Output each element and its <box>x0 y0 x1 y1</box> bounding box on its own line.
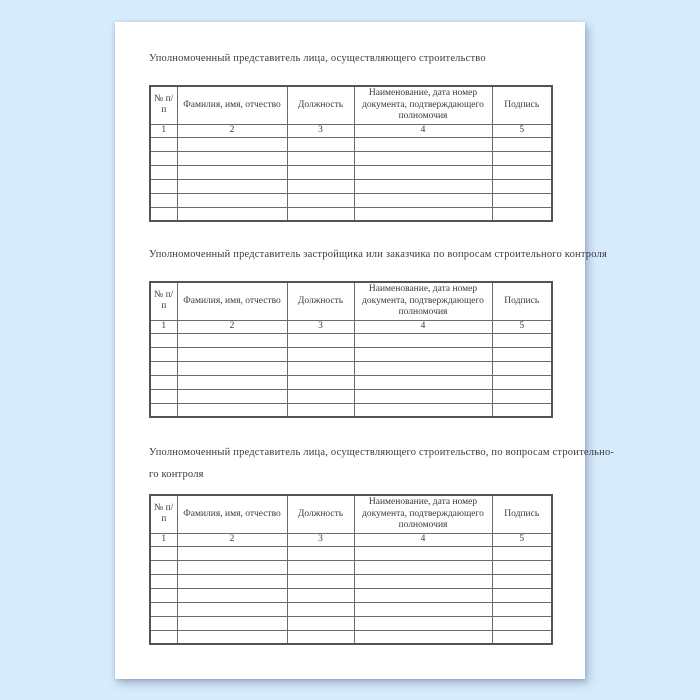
column-number-cell: 5 <box>492 320 552 333</box>
table-cell <box>287 403 354 417</box>
column-number-row <box>150 124 552 137</box>
column-header: Фамилия, имя, отчество <box>177 282 287 320</box>
table-cell <box>354 616 492 630</box>
table-cell <box>177 389 287 403</box>
column-number-cell: 4 <box>354 320 492 333</box>
table-cell <box>354 560 492 574</box>
table-cell <box>150 361 177 375</box>
table-cell <box>492 333 552 347</box>
table-row <box>150 193 552 207</box>
column-header: № п/п <box>150 282 177 320</box>
column-header: Фамилия, имя, отчество <box>177 495 287 533</box>
table-cell <box>354 333 492 347</box>
document-section <box>149 442 615 645</box>
section-heading <box>149 48 550 70</box>
table-cell <box>492 165 552 179</box>
column-number-cell: 2 <box>177 533 287 546</box>
heading-line: го контроля <box>149 469 204 480</box>
table-cell <box>287 333 354 347</box>
table-cell <box>177 179 287 193</box>
table-cell <box>150 389 177 403</box>
table-cell <box>287 137 354 151</box>
table-cell <box>287 347 354 361</box>
table-body <box>150 137 552 221</box>
table-cell <box>287 375 354 389</box>
column-number-cell: 1 <box>150 124 177 137</box>
table-cell <box>287 588 354 602</box>
table-cell <box>354 588 492 602</box>
column-number-cell: 1 <box>150 320 177 333</box>
table-row <box>150 361 552 375</box>
signatories-table <box>149 85 553 222</box>
table-cell <box>287 602 354 616</box>
table-cell <box>177 588 287 602</box>
table-row <box>150 560 552 574</box>
table-cell <box>150 630 177 644</box>
document-page <box>115 22 615 679</box>
table-cell <box>150 193 177 207</box>
table-cell <box>492 403 552 417</box>
table-cell <box>150 375 177 389</box>
table-cell <box>354 165 492 179</box>
table-cell <box>354 207 492 221</box>
document-section <box>149 48 550 222</box>
table-row <box>150 137 552 151</box>
section-heading <box>149 244 607 266</box>
column-header: Подпись <box>492 495 552 533</box>
column-number-row <box>150 320 552 333</box>
table-cell <box>150 179 177 193</box>
table-cell <box>354 602 492 616</box>
table-cell <box>354 137 492 151</box>
table-cell <box>354 179 492 193</box>
column-header: № п/п <box>150 86 177 124</box>
table-cell <box>177 361 287 375</box>
table-cell <box>492 560 552 574</box>
column-header: Наименование, дата номер документа, подтверждающего полномочия <box>354 282 492 320</box>
table-row <box>150 375 552 389</box>
table-cell <box>287 179 354 193</box>
table-cell <box>492 179 552 193</box>
table-cell <box>177 193 287 207</box>
table-cell <box>287 207 354 221</box>
table-cell <box>177 616 287 630</box>
column-header: Должность <box>287 495 354 533</box>
table-cell <box>177 630 287 644</box>
column-header: № п/п <box>150 495 177 533</box>
table-cell <box>150 137 177 151</box>
table-row <box>150 207 552 221</box>
table-cell <box>354 151 492 165</box>
section-heading <box>149 442 615 486</box>
table-cell <box>177 137 287 151</box>
table-cell <box>177 165 287 179</box>
table-row <box>150 403 552 417</box>
table-row <box>150 546 552 560</box>
table-row <box>150 151 552 165</box>
table-cell <box>287 151 354 165</box>
table-cell <box>177 574 287 588</box>
table-cell <box>150 616 177 630</box>
table-cell <box>492 616 552 630</box>
column-number-cell: 2 <box>177 320 287 333</box>
table-cell <box>287 630 354 644</box>
table-cell <box>354 361 492 375</box>
table-row <box>150 165 552 179</box>
table-cell <box>492 193 552 207</box>
table-row <box>150 630 552 644</box>
table-cell <box>150 574 177 588</box>
table-cell <box>287 560 354 574</box>
column-header: Наименование, дата номер документа, подтверждающего полномочия <box>354 495 492 533</box>
document-section <box>149 244 607 418</box>
table-cell <box>150 347 177 361</box>
table-cell <box>492 630 552 644</box>
signatories-table <box>149 494 553 645</box>
column-header: Наименование, дата номер документа, подтверждающего полномочия <box>354 86 492 124</box>
column-number-cell: 3 <box>287 124 354 137</box>
table-row <box>150 616 552 630</box>
table-cell <box>354 375 492 389</box>
table-row <box>150 333 552 347</box>
table-cell <box>287 193 354 207</box>
table-cell <box>354 193 492 207</box>
table-cell <box>177 602 287 616</box>
table-cell <box>150 560 177 574</box>
table-cell <box>287 616 354 630</box>
table-cell <box>177 546 287 560</box>
table-body <box>150 333 552 417</box>
heading-line: Уполномоченный представитель лица, осуществляющего строительство, по вопросам строительно- <box>149 447 615 458</box>
table-cell <box>177 151 287 165</box>
header-row <box>150 495 552 533</box>
table-cell <box>177 560 287 574</box>
column-number-cell: 4 <box>354 533 492 546</box>
table-cell <box>492 151 552 165</box>
column-header: Фамилия, имя, отчество <box>177 86 287 124</box>
table-cell <box>150 165 177 179</box>
table-cell <box>492 574 552 588</box>
table-cell <box>150 403 177 417</box>
table-cell <box>287 389 354 403</box>
header-row <box>150 282 552 320</box>
table-cell <box>287 165 354 179</box>
table-cell <box>177 207 287 221</box>
column-number-row <box>150 533 552 546</box>
table-row <box>150 389 552 403</box>
table-cell <box>150 602 177 616</box>
column-number-cell: 1 <box>150 533 177 546</box>
table-row <box>150 588 552 602</box>
table-cell <box>492 602 552 616</box>
table-cell <box>492 375 552 389</box>
column-header: Подпись <box>492 282 552 320</box>
table-row <box>150 602 552 616</box>
column-number-cell: 5 <box>492 533 552 546</box>
column-number-cell: 4 <box>354 124 492 137</box>
table-cell <box>150 546 177 560</box>
heading-line: Уполномоченный представитель лица, осуществляющего строительство <box>149 53 486 64</box>
column-header: Подпись <box>492 86 552 124</box>
table-cell <box>354 347 492 361</box>
table-cell <box>287 546 354 560</box>
column-number-cell: 5 <box>492 124 552 137</box>
table-cell <box>492 546 552 560</box>
column-number-cell: 3 <box>287 533 354 546</box>
table-cell <box>492 137 552 151</box>
table-cell <box>492 361 552 375</box>
signatories-table <box>149 281 553 418</box>
column-number-cell: 2 <box>177 124 287 137</box>
table-row <box>150 574 552 588</box>
table-row <box>150 179 552 193</box>
column-header: Должность <box>287 86 354 124</box>
table-cell <box>354 546 492 560</box>
table-cell <box>177 375 287 389</box>
table-cell <box>492 347 552 361</box>
table-cell <box>354 403 492 417</box>
table-cell <box>287 574 354 588</box>
table-body <box>150 546 552 644</box>
table-cell <box>354 574 492 588</box>
table-cell <box>177 333 287 347</box>
table-row <box>150 347 552 361</box>
header-row <box>150 86 552 124</box>
table-cell <box>354 389 492 403</box>
heading-line: Уполномоченный представитель застройщика или заказчика по вопросам строительного контроля <box>149 249 607 260</box>
table-cell <box>492 207 552 221</box>
table-cell <box>354 630 492 644</box>
column-number-cell: 3 <box>287 320 354 333</box>
table-cell <box>150 207 177 221</box>
table-cell <box>177 403 287 417</box>
table-cell <box>150 333 177 347</box>
table-cell <box>492 389 552 403</box>
table-cell <box>287 361 354 375</box>
table-cell <box>492 588 552 602</box>
table-cell <box>177 347 287 361</box>
table-cell <box>150 588 177 602</box>
table-cell <box>150 151 177 165</box>
column-header: Должность <box>287 282 354 320</box>
